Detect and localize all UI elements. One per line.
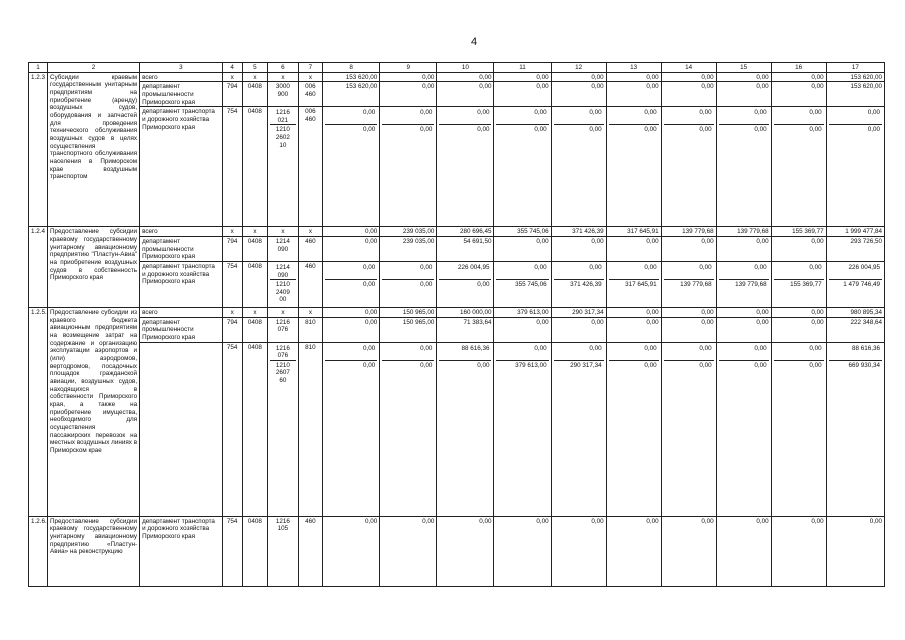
executor: департамент транспорта и дорожного хозяйства Приморского края xyxy=(140,516,223,586)
code-target-article-primary: 1216 076 xyxy=(275,344,290,360)
amount-secondary: 0,00 xyxy=(719,360,769,370)
amount-cell: 0,00 xyxy=(323,308,380,318)
amount-cell: 0,00 xyxy=(716,516,771,586)
amount-cell: 0,00 xyxy=(716,317,771,342)
amount-primary: 0,00 xyxy=(809,264,822,272)
amount-primary: 0,00 xyxy=(420,264,433,272)
amount-cell: 155 369,77 xyxy=(771,227,826,237)
amount-cell: 54 691,50 xyxy=(437,237,494,262)
code-expense-type: 006 460 xyxy=(298,82,322,107)
amount-primary: 0,00 xyxy=(362,264,376,272)
amount-cell xyxy=(551,262,606,308)
code-expense-type: x xyxy=(298,227,322,237)
amount-cell: 0,00 xyxy=(551,72,606,82)
amount-secondary: 0,00 xyxy=(325,279,377,289)
code-target-article-primary: 1214 090 xyxy=(275,264,290,279)
code-grbs: 794 xyxy=(222,82,242,107)
amount-primary: 0,00 xyxy=(420,109,433,117)
code-expense-type: 810 xyxy=(298,317,322,342)
column-number-10: 10 xyxy=(437,63,494,73)
amount-cell: 1 999 477,84 xyxy=(826,227,884,237)
code-section: 0408 xyxy=(242,262,267,308)
code-target-article: x xyxy=(268,227,299,237)
amount-cell: 0,00 xyxy=(771,82,826,107)
column-number-11: 11 xyxy=(494,63,551,73)
amount-primary: 0,00 xyxy=(867,109,880,117)
amount-secondary: 0,00 xyxy=(664,124,714,134)
amount-secondary: 379 613,00 xyxy=(496,360,548,370)
amount-cell: 139 779,68 xyxy=(716,227,771,237)
column-number-4: 4 xyxy=(222,63,242,73)
amount-primary: 0,00 xyxy=(809,344,822,352)
amount-cell xyxy=(380,342,437,516)
code-section: 0408 xyxy=(242,107,267,227)
code-grbs: x xyxy=(222,308,242,318)
amount-cell xyxy=(323,107,380,227)
amount-cell: 0,00 xyxy=(494,82,551,107)
amount-cell xyxy=(437,342,494,516)
table-row xyxy=(29,82,885,107)
code-expense-type: 006 460 xyxy=(298,107,322,227)
amount-primary: 0,00 xyxy=(534,264,547,272)
amount-primary: 0,00 xyxy=(420,344,433,352)
amount-cell: 0,00 xyxy=(437,72,494,82)
code-grbs: x xyxy=(222,72,242,82)
amount-cell: 0,00 xyxy=(551,82,606,107)
amount-cell: 0,00 xyxy=(551,516,606,586)
amount-cell: 239 035,00 xyxy=(380,237,437,262)
amount-cell xyxy=(771,107,826,227)
column-number-13: 13 xyxy=(606,63,661,73)
executor: департамент транспорта и дорожного хозяйства Приморского края xyxy=(140,262,223,308)
amount-secondary: 0,00 xyxy=(382,124,434,134)
amount-cell xyxy=(661,342,716,516)
amount-cell: 0,00 xyxy=(323,237,380,262)
code-section: 0408 xyxy=(242,516,267,586)
executor: всего xyxy=(140,308,223,318)
financing-table xyxy=(28,62,885,587)
column-number-8: 8 xyxy=(323,63,380,73)
table-row xyxy=(29,516,885,586)
code-section: 0408 xyxy=(242,317,267,342)
code-section: 0408 xyxy=(242,82,267,107)
amount-cell: 0,00 xyxy=(380,72,437,82)
executor: всего xyxy=(140,72,223,82)
amount-secondary: 0,00 xyxy=(719,124,769,134)
executor: департамент промышленности Приморского края xyxy=(140,82,223,107)
amount-cell xyxy=(380,262,437,308)
amount-secondary: 155 369,77 xyxy=(774,279,824,289)
table-row xyxy=(29,107,885,227)
amount-secondary: 669 930,34 xyxy=(829,360,882,370)
amount-cell: 153 620,00 xyxy=(323,72,380,82)
row-number: 1.2.5. xyxy=(29,308,48,517)
code-target-article: 1216 105 xyxy=(268,516,299,586)
column-number-12: 12 xyxy=(551,63,606,73)
amount-secondary: 0,00 xyxy=(439,279,491,289)
amount-primary: 0,00 xyxy=(362,109,376,117)
amount-cell: 150 965,00 xyxy=(380,317,437,342)
column-number-9: 9 xyxy=(380,63,437,73)
code-section: x xyxy=(242,72,267,82)
code-grbs: 754 xyxy=(222,516,242,586)
code-target-article-secondary: 1210 2409 00 xyxy=(270,279,296,304)
amount-secondary: 0,00 xyxy=(609,124,659,134)
amount-cell: 0,00 xyxy=(716,72,771,82)
code-grbs: 754 xyxy=(222,342,242,516)
amount-cell: 0,00 xyxy=(551,237,606,262)
amount-cell: 150 965,00 xyxy=(380,308,437,318)
column-number-6: 6 xyxy=(268,63,299,73)
amount-cell: 0,00 xyxy=(380,516,437,586)
amount-cell xyxy=(716,107,771,227)
code-target-article: 1214 090 xyxy=(268,237,299,262)
amount-cell: 0,00 xyxy=(661,317,716,342)
amount-cell xyxy=(437,262,494,308)
amount-primary: 0,00 xyxy=(644,344,657,352)
amount-secondary: 0,00 xyxy=(554,124,604,134)
amount-primary: 0,00 xyxy=(362,344,376,352)
code-target-article xyxy=(268,342,299,516)
row-number: 1.2.4 xyxy=(29,227,48,308)
amount-cell: 0,00 xyxy=(437,516,494,586)
column-number-16: 16 xyxy=(771,63,826,73)
amount-cell: 0,00 xyxy=(606,237,661,262)
amount-primary: 0,00 xyxy=(477,109,490,117)
column-number-17: 17 xyxy=(826,63,884,73)
amount-cell: 0,00 xyxy=(771,516,826,586)
amount-secondary: 371 426,39 xyxy=(554,279,604,289)
code-target-article: x xyxy=(268,308,299,318)
code-expense-type: 810 xyxy=(298,342,322,516)
amount-cell: 160 000,00 xyxy=(437,308,494,318)
amount-cell: 0,00 xyxy=(606,82,661,107)
code-grbs: x xyxy=(222,227,242,237)
amount-cell: 139 779,68 xyxy=(661,227,716,237)
code-section: x xyxy=(242,308,267,318)
amount-cell: 0,00 xyxy=(494,516,551,586)
amount-cell xyxy=(494,107,551,227)
amount-cell: 293 726,50 xyxy=(826,237,884,262)
amount-cell: 290 317,34 xyxy=(551,308,606,318)
executor: департамент промышленности Приморского края xyxy=(140,317,223,342)
amount-secondary: 355 745,06 xyxy=(496,279,548,289)
measure-description: Предоставление субсидии краевому государственному унитарному авиационному предприятию «Пластун-Авиа» на реконструкцию xyxy=(48,516,140,586)
amount-cell xyxy=(551,107,606,227)
amount-secondary: 0,00 xyxy=(774,360,824,370)
amount-cell: 0,00 xyxy=(606,317,661,342)
amount-cell: 0,00 xyxy=(716,308,771,318)
amount-secondary: 139 779,68 xyxy=(664,279,714,289)
amount-primary: 88 616,36 xyxy=(851,344,880,352)
code-grbs: 754 xyxy=(222,262,242,308)
amount-cell: 222 348,64 xyxy=(826,317,884,342)
amount-secondary: 0,00 xyxy=(774,124,824,134)
amount-cell: 0,00 xyxy=(494,317,551,342)
amount-cell: 0,00 xyxy=(606,72,661,82)
amount-cell xyxy=(716,262,771,308)
measure-description: Предоставление субсидии краевому государственному унитарному авиационному предприятию "Пластун-Авиа" на приобретение воздушных судов в собственность Приморского края xyxy=(48,227,140,308)
amount-primary: 0,00 xyxy=(589,264,602,272)
amount-cell: 0,00 xyxy=(661,72,716,82)
amount-primary: 0,00 xyxy=(644,264,657,272)
amount-cell: 0,00 xyxy=(323,317,380,342)
amount-cell xyxy=(380,107,437,227)
amount-primary: 226 004,95 xyxy=(848,264,880,272)
code-target-article-primary: 1216 021 xyxy=(275,109,290,125)
amount-primary: 0,00 xyxy=(754,264,767,272)
code-target-article-secondary: 1210 2607 60 xyxy=(270,360,296,385)
code-expense-type: 460 xyxy=(298,262,322,308)
table-row xyxy=(29,262,885,308)
amount-cell xyxy=(323,342,380,516)
amount-primary: 0,00 xyxy=(534,344,547,352)
amount-cell: 0,00 xyxy=(771,308,826,318)
amount-primary: 0,00 xyxy=(809,109,822,117)
executor xyxy=(140,342,223,516)
row-number: 1.2.3 xyxy=(29,72,48,227)
code-expense-type: x xyxy=(298,72,322,82)
amount-primary: 0,00 xyxy=(699,264,712,272)
amount-cell: 0,00 xyxy=(323,227,380,237)
amount-secondary: 317 645,91 xyxy=(609,279,659,289)
amount-cell: 0,00 xyxy=(606,516,661,586)
amount-cell: 0,00 xyxy=(716,82,771,107)
table-row xyxy=(29,237,885,262)
amount-cell xyxy=(716,342,771,516)
amount-cell xyxy=(771,262,826,308)
amount-cell: 0,00 xyxy=(661,82,716,107)
amount-cell xyxy=(826,262,884,308)
amount-cell: 153 620,00 xyxy=(323,82,380,107)
page-number: 4 xyxy=(471,36,478,48)
amount-secondary: 0,00 xyxy=(439,360,491,370)
amount-cell: 379 613,00 xyxy=(494,308,551,318)
amount-cell: 0,00 xyxy=(716,237,771,262)
executor: департамент транспорта и дорожного хозяйства Приморского края xyxy=(140,107,223,227)
amount-primary: 0,00 xyxy=(754,344,767,352)
column-number-7: 7 xyxy=(298,63,322,73)
amount-cell: 0,00 xyxy=(826,516,884,586)
amount-cell: 355 745,06 xyxy=(494,227,551,237)
code-target-article xyxy=(268,107,299,227)
amount-cell: 0,00 xyxy=(661,516,716,586)
amount-cell: 239 035,00 xyxy=(380,227,437,237)
code-target-article-secondary: 1210 2602 10 xyxy=(270,124,296,149)
amount-cell xyxy=(661,262,716,308)
amount-cell: 0,00 xyxy=(771,237,826,262)
code-section: 0408 xyxy=(242,237,267,262)
amount-primary: 0,00 xyxy=(754,109,767,117)
amount-cell: 0,00 xyxy=(661,308,716,318)
amount-secondary: 0,00 xyxy=(829,124,882,134)
amount-cell: 0,00 xyxy=(437,82,494,107)
amount-primary: 0,00 xyxy=(699,109,712,117)
column-number-3: 3 xyxy=(140,63,223,73)
table-row xyxy=(29,308,885,318)
amount-secondary: 139 779,68 xyxy=(719,279,769,289)
amount-primary: 0,00 xyxy=(589,344,602,352)
amount-cell xyxy=(826,107,884,227)
amount-secondary: 0,00 xyxy=(325,124,377,134)
amount-cell: 317 645,91 xyxy=(606,227,661,237)
column-number-14: 14 xyxy=(661,63,716,73)
amount-cell xyxy=(323,262,380,308)
measure-description: Субсидии краевым государственным унитарным предприятиям на приобретение (аренду) воздушных судов, оборудования и запчастей для проведения технического обслуживания воздушных судов в целях осуществления транспортного обслуживания населения в Приморском крае воздушным транспортом xyxy=(48,72,140,227)
table-row xyxy=(29,342,885,516)
amount-cell xyxy=(494,262,551,308)
amount-cell xyxy=(771,342,826,516)
amount-primary: 88 616,36 xyxy=(461,344,490,352)
code-grbs: 794 xyxy=(222,237,242,262)
amount-primary: 0,00 xyxy=(699,344,712,352)
amount-cell: 0,00 xyxy=(380,82,437,107)
amount-cell xyxy=(494,342,551,516)
amount-cell: 371 426,39 xyxy=(551,227,606,237)
amount-primary: 226 004,95 xyxy=(457,264,490,272)
code-target-article: 1216 076 xyxy=(268,317,299,342)
amount-cell: 280 696,45 xyxy=(437,227,494,237)
amount-secondary: 290 317,34 xyxy=(554,360,604,370)
amount-secondary: 0,00 xyxy=(325,360,377,370)
amount-cell xyxy=(437,107,494,227)
executor: департамент промышленности Приморского края xyxy=(140,237,223,262)
amount-secondary: 0,00 xyxy=(439,124,491,134)
code-expense-type: 460 xyxy=(298,516,322,586)
amount-cell: 0,00 xyxy=(771,72,826,82)
code-expense-type: 460 xyxy=(298,237,322,262)
amount-cell: 0,00 xyxy=(606,308,661,318)
amount-secondary: 0,00 xyxy=(382,279,434,289)
amount-cell xyxy=(606,342,661,516)
amount-cell: 0,00 xyxy=(494,237,551,262)
column-number-2: 2 xyxy=(48,63,140,73)
code-section: 0408 xyxy=(242,342,267,516)
amount-cell: 0,00 xyxy=(771,317,826,342)
measure-description: Предоставление субсидии из краевого бюджета авиационным предприятиям на возмещение затрат на содержание и организацию эксплуатации аэропортов и (или) аэродромов, вертодромов, посадочных площадок гражданской авиации, воздушных судов, находящихся в собственности Приморского края, а также на приобретение имущества, необходимого для осуществления пассажирских перевозок на местных воздушных линиях в Приморском крае xyxy=(48,308,140,517)
amount-cell: 980 895,34 xyxy=(826,308,884,318)
amount-cell: 0,00 xyxy=(494,72,551,82)
code-target-article: 3000 900 xyxy=(268,82,299,107)
code-target-article: x xyxy=(268,72,299,82)
column-number-15: 15 xyxy=(716,63,771,73)
amount-cell xyxy=(661,107,716,227)
column-number-row xyxy=(29,63,885,73)
amount-cell: 153 620,00 xyxy=(826,72,884,82)
amount-secondary: 0,00 xyxy=(609,360,659,370)
amount-cell xyxy=(606,262,661,308)
code-section: x xyxy=(242,227,267,237)
amount-primary: 0,00 xyxy=(644,109,657,117)
column-number-1: 1 xyxy=(29,63,48,73)
amount-secondary: 0,00 xyxy=(382,360,434,370)
amount-secondary: 0,00 xyxy=(664,360,714,370)
amount-primary: 0,00 xyxy=(589,109,602,117)
code-grbs: 754 xyxy=(222,107,242,227)
amount-secondary: 1 479 746,49 xyxy=(829,279,882,289)
table-row xyxy=(29,227,885,237)
amount-cell xyxy=(551,342,606,516)
amount-cell xyxy=(826,342,884,516)
amount-cell: 0,00 xyxy=(323,516,380,586)
executor: всего xyxy=(140,227,223,237)
amount-cell: 0,00 xyxy=(661,237,716,262)
code-grbs: 794 xyxy=(222,317,242,342)
amount-cell xyxy=(606,107,661,227)
amount-cell: 153 620,00 xyxy=(826,82,884,107)
table-row xyxy=(29,72,885,82)
amount-cell: 71 383,64 xyxy=(437,317,494,342)
row-number: 1.2.6. xyxy=(29,516,48,586)
code-target-article xyxy=(268,262,299,308)
code-expense-type: x xyxy=(298,308,322,318)
amount-secondary: 0,00 xyxy=(496,124,548,134)
amount-primary: 0,00 xyxy=(534,109,547,117)
column-number-5: 5 xyxy=(242,63,267,73)
table-row xyxy=(29,317,885,342)
amount-cell: 0,00 xyxy=(551,317,606,342)
